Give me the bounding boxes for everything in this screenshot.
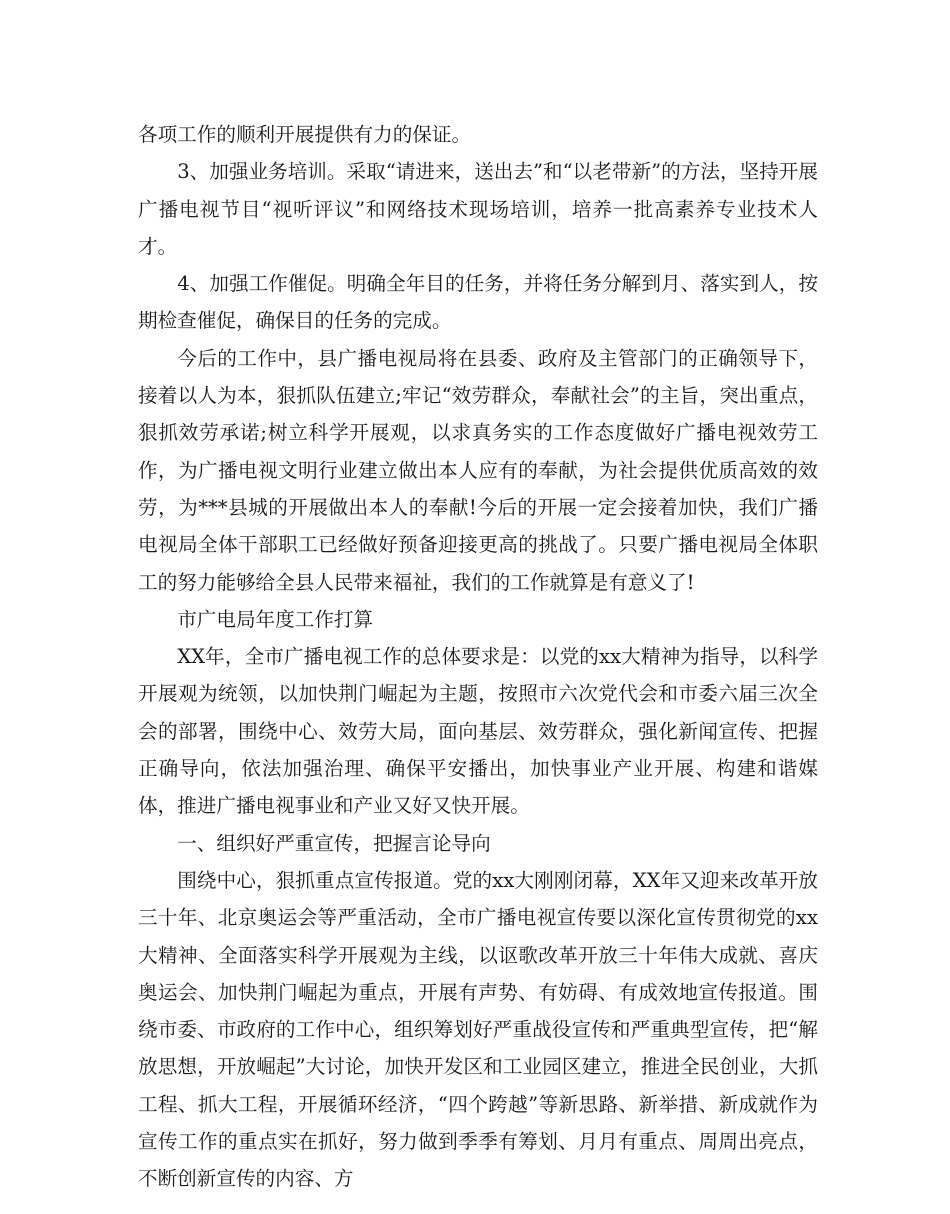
paragraph-8: 围绕中心，狠抓重点宣传报道。党的xx大刚刚闭幕，XX年又迎来改革开放三十年、北京奥运会等严重活动，全市广播电视宣传要以深化宣传贯彻党的xx大精神、全面落实科学开展观为主线，以讴歌改革开放三十年伟大成就、喜庆奥运会、加快荆门崛起为重点，开展有声势、有妨碍、有成效地宣传报道。围绕市委、市政府的工作中心，组织筹划好严重战役宣传和严重典型宣传，把“解放思想，开放崛起”大讨论，加快开发区和工业园区建立，推进全民创业，大抓工程、抓大工程，开展循环经济，“四个跨越”等新思路、新举措、新成就作为宣传工作的重点实在抓好，努力做到季季有筹划、月月有重点、周周出亮点，不断创新宣传的内容、方 xyxy=(138,868,818,1191)
paragraph-2: 3、加强业务培训。采取“请进来，送出去”和“以老带新”的方法，坚持开展广播电视节目“视听评议”和网络技术现场培训，培养一批高素养专业技术人才。 xyxy=(138,160,818,258)
document-body xyxy=(138,116,818,1198)
paragraph-3: 4、加强工作催促。明确全年目的任务，并将任务分解到月、落实到人，按期检查催促，确保目的任务的完成。 xyxy=(138,272,818,333)
section-heading-1: 一、组织好严重宣传，把握言论导向 xyxy=(177,831,491,855)
paragraph-4: 今后的工作中，县广播电视局将在县委、政府及主管部门的正确领导下，接着以人为本，狠抓队伍建立;牢记“效劳群众，奉献社会”的主旨，突出重点，狠抓效劳承诺;树立科学开展观，以求真务实的工作态度做好广播电视效劳工作，为广播电视文明行业建立做出本人应有的奉献，为社会提供优质高效的效劳，为***县城的开展做出本人的奉献!今后的开展一定会接着加快，我们广播电视局全体干部职工已经做好预备迎接更高的挑战了。只要广播电视局全体职工的努力能够给全县人民带来福祉，我们的工作就算是有意义了! xyxy=(138,346,818,594)
paragraph-1: 各项工作的顺利开展提供有力的保证。 xyxy=(138,123,472,146)
paragraph-6: XX年，全市广播电视工作的总体要求是：以党的xx大精神为指导，以科学开展观为统领，以加快荆门崛起为主题，按照市六次党代会和市委六届三次全会的部署，围绕中心、效劳大局，面向基层、效劳群众，强化新闻宣传、把握正确导向，依法加强治理、确保平安播出，加快事业产业开展、构建和谐媒体，推进广播电视事业和产业又好又快开展。 xyxy=(138,645,818,818)
section-heading-plan: 市广电局年度工作打算 xyxy=(177,607,374,631)
